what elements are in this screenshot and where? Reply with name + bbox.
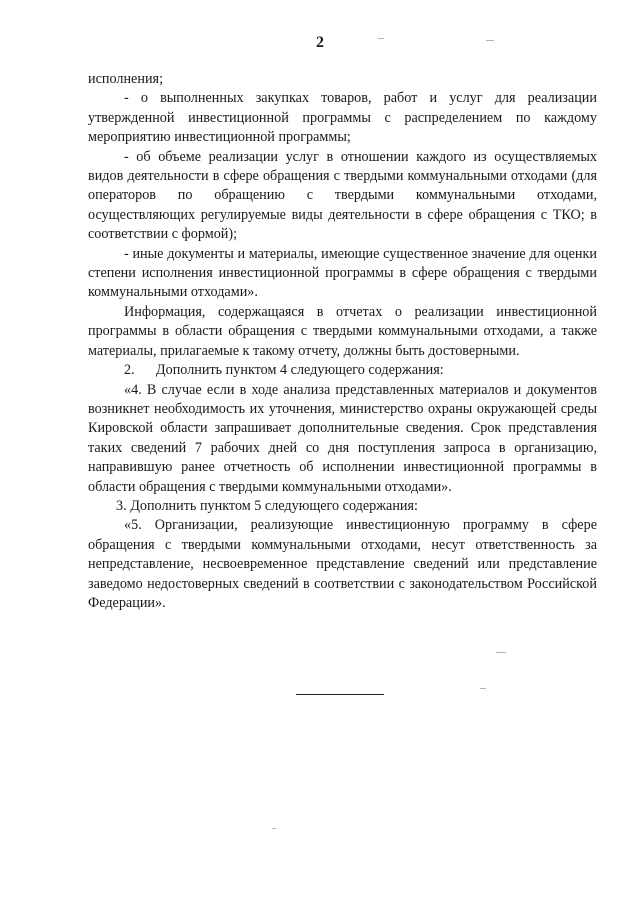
scan-speck xyxy=(480,688,486,689)
paragraph-other-documents: - иные документы и материалы, имеющие существенное значение для оценки степени исполнения инвестиционной программы в сфере обращения с твердыми коммунальными отходами». xyxy=(88,245,597,301)
scan-speck xyxy=(486,40,494,41)
paragraph-reliability: Информация, содержащаяся в отчетах о реализации инвестиционной программы в области обращения с твердыми коммунальными отходами, а также материалы, прилагаемые к такому отчету, должны быть достоверными. xyxy=(88,303,597,359)
paragraph-clause-5: «5. Организации, реализующие инвестиционную программу в сфере обращения с твердыми коммунальными отходами, несут ответственность за непредставление, несвоевременное представление сведений или представление заведомо недостоверных сведений в соответствии с законодательством Российской Федерации». xyxy=(88,517,597,611)
scan-speck xyxy=(378,38,384,39)
document-body xyxy=(88,70,597,613)
paragraph-clause-4: «4. В случае если в ходе анализа представленных материалов и документов возникнет необходимость их уточнения, министерство охраны окружающей среды Кировской области запрашивает дополнительные сведения. Срок представления таких сведений 7 рабочих дней со дня поступления запроса в организацию, направившую ранее отчетность об исполнении инвестиционной программы в области обращения с твердыми коммунальными отходами». xyxy=(88,381,597,495)
paragraph-continuation: исполнения; xyxy=(88,71,164,87)
page-number: 2 xyxy=(316,34,324,51)
paragraph-procurement: - о выполненных закупках товаров, работ и услуг для реализации утвержденной инвестиционной программы с распределением по каждому мероприятию инвестиционной программы; xyxy=(88,90,597,146)
paragraph-item-2: 2. Дополнить пунктом 4 следующего содержания: xyxy=(124,362,444,379)
paragraph-item-3: 3. Дополнить пунктом 5 следующего содержания: xyxy=(116,497,418,514)
scan-speck xyxy=(272,828,276,829)
end-divider xyxy=(296,694,384,695)
scan-speck xyxy=(496,652,506,653)
paragraph-service-volume: - об объеме реализации услуг в отношении каждого из осуществляемых видов деятельности в сфере обращения с твердыми коммунальными отходами (для операторов по обращению с твердыми коммунальными отходами, осуществляющих регулируемые виды деятельности в сфере обращения с ТКО; в соответствии с формой); xyxy=(88,148,597,243)
